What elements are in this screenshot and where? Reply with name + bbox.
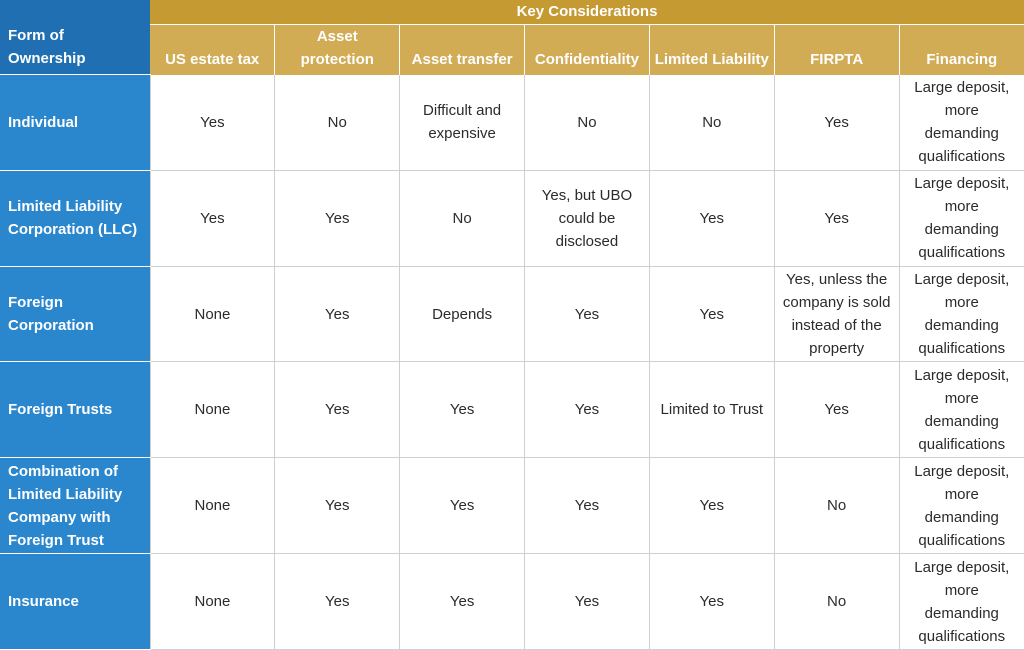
column-header-asset-protection: Asset protection bbox=[275, 24, 400, 75]
table-cell: Yes bbox=[774, 170, 899, 266]
table-cell: Large deposit, more demanding qualifications bbox=[899, 266, 1024, 362]
table-cell: Yes bbox=[400, 554, 525, 650]
column-header-us-estate-tax: US estate tax bbox=[150, 24, 275, 75]
table-cell: Yes bbox=[774, 75, 899, 171]
table-cell: Limited to Trust bbox=[649, 362, 774, 458]
table-row bbox=[0, 554, 1024, 650]
row-header: Foreign Trusts bbox=[0, 362, 150, 458]
table-cell: Yes bbox=[150, 170, 275, 266]
table-cell: Yes bbox=[275, 266, 400, 362]
table-cell: Large deposit, more demanding qualifications bbox=[899, 362, 1024, 458]
table-cell: No bbox=[774, 458, 899, 554]
table-row bbox=[0, 170, 1024, 266]
row-header: Individual bbox=[0, 75, 150, 171]
table-cell: Yes bbox=[400, 362, 525, 458]
column-header-financing: Financing bbox=[899, 24, 1024, 75]
row-header: Limited Liability Corporation (LLC) bbox=[0, 170, 150, 266]
table-cell: Yes bbox=[275, 170, 400, 266]
row-header: Insurance bbox=[0, 554, 150, 650]
table-cell: No bbox=[774, 554, 899, 650]
table-cell: None bbox=[150, 362, 275, 458]
table-cell: Large deposit, more demanding qualifications bbox=[899, 554, 1024, 650]
table-cell: No bbox=[649, 75, 774, 171]
column-header-firpta: FIRPTA bbox=[774, 24, 899, 75]
table-cell: Yes bbox=[275, 362, 400, 458]
table-cell: Yes bbox=[774, 362, 899, 458]
table-cell: No bbox=[525, 75, 650, 171]
table-cell: Yes bbox=[525, 554, 650, 650]
table-cell: Yes bbox=[525, 362, 650, 458]
key-considerations-header: Key Considerations bbox=[150, 0, 1024, 24]
table-cell: None bbox=[150, 554, 275, 650]
table-cell: Yes bbox=[150, 75, 275, 171]
table-cell: Difficult and expensive bbox=[400, 75, 525, 171]
table-cell: None bbox=[150, 266, 275, 362]
table-cell: Large deposit, more demanding qualifications bbox=[899, 75, 1024, 171]
table-cell: None bbox=[150, 458, 275, 554]
table-row bbox=[0, 362, 1024, 458]
table-cell: No bbox=[275, 75, 400, 171]
table-cell: Yes bbox=[649, 554, 774, 650]
row-header: Combination of Limited Liability Company with Foreign Trust bbox=[0, 458, 150, 554]
column-header-asset-transfer: Asset transfer bbox=[400, 24, 525, 75]
table-cell: No bbox=[400, 170, 525, 266]
table-row bbox=[0, 458, 1024, 554]
table-cell: Large deposit, more demanding qualifications bbox=[899, 458, 1024, 554]
column-header-confidentiality: Confidentiality bbox=[525, 24, 650, 75]
table-cell: Yes bbox=[649, 458, 774, 554]
table-cell: Yes bbox=[275, 458, 400, 554]
table-cell: Yes, but UBO could be disclosed bbox=[525, 170, 650, 266]
table-row bbox=[0, 266, 1024, 362]
table-cell: Large deposit, more demanding qualifications bbox=[899, 170, 1024, 266]
table-cell: Yes bbox=[400, 458, 525, 554]
table-cell: Yes bbox=[649, 266, 774, 362]
table-cell: Yes bbox=[525, 458, 650, 554]
table-cell: Yes bbox=[649, 170, 774, 266]
table-cell: Yes bbox=[525, 266, 650, 362]
table-cell: Yes bbox=[275, 554, 400, 650]
table-body bbox=[0, 75, 1024, 650]
table-row bbox=[0, 75, 1024, 171]
table-cell: Depends bbox=[400, 266, 525, 362]
table-cell: Yes, unless the company is sold instead of the property bbox=[774, 266, 899, 362]
column-header-limited-liability: Limited Liability bbox=[649, 24, 774, 75]
form-of-ownership-header: Form of Ownership bbox=[0, 0, 150, 75]
row-header: Foreign Corporation bbox=[0, 266, 150, 362]
